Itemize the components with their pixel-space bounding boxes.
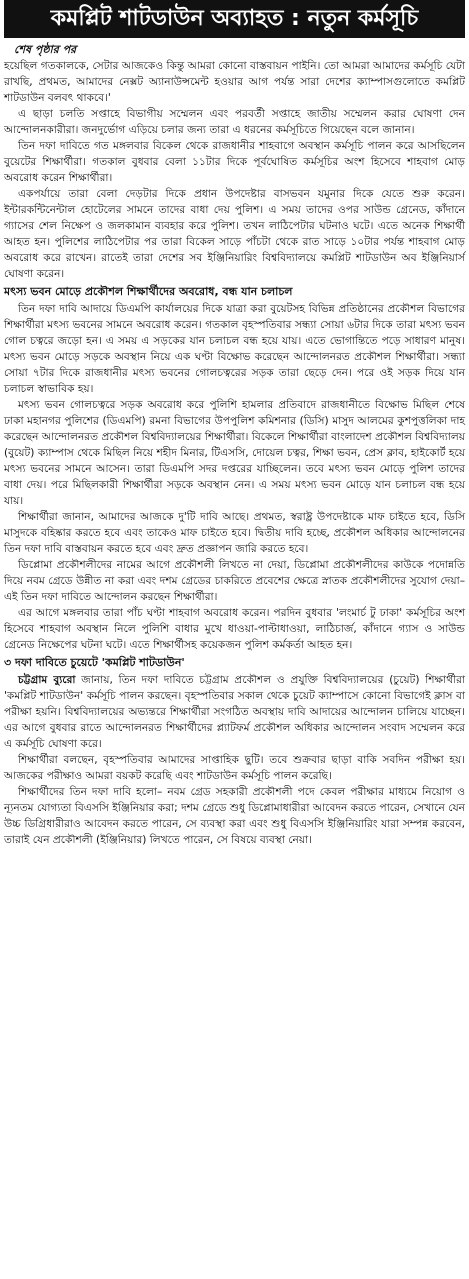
body-paragraph: তিন দফা দাবিতে গত মঙ্গলবার বিকেল থেকে রাজধানীর শাহবাগে অবস্থান কর্মসূচি পালন করে আসছিলেন বুয়েটের শিক্ষার্থীরা। গতকাল বুধবার বেলা ১১টার দিকে পূর্বঘোষিত কর্মসূচির অংশ হিসেবে শাহবাগ মোড় অবরোধ করেন শিক্ষার্থীরা। bbox=[4, 140, 465, 184]
body-paragraph: হয়েছিল গতকালকে, সেটার আজকেও কিন্তু আমরা কোনো বাস্তবায়ন পাইনি। তো আমরা আমাদের কর্মসূচি যেটা রাখছি, প্রথমত, আমাদের নেক্সট অ্যানাউন্সমেন্ট হওয়ার আগ পর্যন্ত সারা দেশের ক্যাম্পাসগুলোতে কমপ্লিট শাটডাউন বলবৎ থাকবে।' bbox=[4, 60, 465, 104]
body-paragraph: শিক্ষার্থীরা জানান, আমাদের আজকে দু'টি দাবি আছে। প্রথমত, স্বরাষ্ট্র উপদেষ্টাকে মাফ চাইতে হবে, ডিসি মাসুদকে বহিষ্কার করতে হবে এবং তাকেও মাফ চাইতে হবে। দ্বিতীয় দাবি হচ্ছে, প্রকৌশল অধিকার আন্দোলনের তিন দফা দাবি বাস্তবায়ন করতে হবে এবং দ্রুত প্রজ্ঞাপন জারি করতে হবে। bbox=[4, 511, 465, 555]
paragraph-text: জানায়, তিন দফা দাবিতে চট্টগ্রাম প্রকৌশল ও প্রযুক্তি বিশ্ববিদ্যালয়ের (চুয়েট) শিক্ষার্থীরা 'কমপ্লিট শাটডাউন' কর্মসূচি পালন করছেন। বৃহস্পতিবার সকাল থেকে চুয়েট ক্যাম্পাসে কোনো বিভাগেই ক্লাস বা পরীক্ষা হয়নি। বিশ্ববিদ্যালয়ের অভ্যন্তরে শিক্ষার্থীরা সংগঠিত অবস্থায় দাবি আদায়ের আন্দোলন চালিয়ে যাচ্ছেন। এর আগে বুধবার রাতে আন্দোলনরত শিক্ষার্থীদের প্ল্যাটফর্ম প্রকৌশল অধিকার আন্দোলন সংবাদ সম্মেলন করে এ কর্মসূচি ঘোষণা করে। bbox=[4, 674, 466, 750]
body-paragraph: ডিপ্লোমা প্রকৌশলীদের নামের আগে প্রকৌশলী লিখতে না দেয়া, ডিপ্লোমা প্রকৌশলীদের কাউকে পদোন্নতি দিয়ে নবম গ্রেডে উন্নীত না করা এবং দশম গ্রেডের চাকরিতে প্রবেশের ক্ষেত্রে স্নাতক প্রকৌশলীদের সুযোগ দেয়া– এই তিন দফা দাবিতে আন্দোলন করছেন শিক্ষার্থীরা। bbox=[4, 559, 465, 603]
body-paragraph bbox=[4, 672, 465, 752]
continued-label: শেষ পৃষ্ঠার পর bbox=[14, 43, 77, 56]
body-paragraph: শিক্ষার্থীদের তিন দফা দাবি হলো– নবম গ্রেড সহকারী প্রকৌশলী পদে কেবল পরীক্ষার মাধ্যমে নিয়োগ ও ন্যূনতম যোগ্যতা বিএসসি ইঞ্জিনিয়ার করা; দশম গ্রেডে শুধু ডিপ্লোমাধারীরা আবেদন করতে পারেন, সেখানে যেন উচ্চ ডিগ্রিধারীরাও আবেদন করতে পারেন, সে ব্যবস্থা করা এবং শুধু বিএসসি ইঞ্জিনিয়ারিং যারা সম্পন্ন করবেন, তারাই যেন প্রকৌশলী (ইঞ্জিনিয়ার) লিখতে পারেন, সে বিষয়ে ব্যবস্থা নেয়া। bbox=[4, 786, 465, 846]
body-paragraph: তিন দফা দাবি আদায়ে ডিএমপি কার্যালয়ের দিকে যাত্রা করা বুয়েটসহ বিভিন্ন প্রতিষ্ঠানের প্রকৌশল বিভাগের শিক্ষার্থীরা মৎস্য ভবনের সামনে অবরোধ করেন। গতকাল বৃহস্পতিবার সন্ধ্যা সোয়া ৬টার দিকে তারা মৎস্য ভবন গোল চত্বরে জড়ো হন। এ সময় এ সড়কের যান চলাচল বন্ধ হয়ে যায়। এতে ভোগান্তিতে পড়ে সাধারণ মানুষ। মৎস্য ভবন মোড়ে সড়কে অবস্থান নিয়ে এক ঘণ্টা বিক্ষোভ করেছেন আন্দোলনরত প্রকৌশল শিক্ষার্থীরা। সন্ধ্যা সোয়া ৭টার দিকে রাজধানীর মৎস্য ভবনের গোলচত্বরের সড়ক তারা ছেড়ে দেন। পরে ওই সড়ক দিয়ে যান চলাচল স্বাভাবিক হয়। bbox=[4, 303, 465, 395]
section-heading: মৎস্য ভবন মোড়ে প্রকৌশল শিক্ষার্থীদের অবরোধ, বন্ধ যান চলাচল bbox=[4, 285, 293, 298]
headline: কমপ্লিট শাটডাউন অব্যাহত : নতুন কর্মসূচি bbox=[4, 0, 465, 38]
section-heading: ৩ দফা দাবিতে চুয়েটে 'কমপ্লিট শাটডাউন' bbox=[4, 656, 185, 669]
bureau-dateline: চট্টগ্রাম ব্যুরো bbox=[18, 674, 76, 686]
body-paragraph: মৎস্য ভবন গোলচত্বরে সড়ক অবরোধ করে পুলিশি হামলার প্রতিবাদে রাজধানীতে বিক্ষোভ মিছিল শেষে ঢাকা মহানগর পুলিশের (ডিএমপি) রমনা বিভাগের উপপুলিশ কমিশনার (ডিসি) মাসুদ আলমের কুশপুত্তলিকা দাহ করেছেন আন্দোলনরত প্রকৌশল বিশ্ববিদ্যালয়ের শিক্ষার্থীরা। বিকেলে শিক্ষার্থীরা বাংলাদেশ প্রকৌশল বিশ্ববিদ্যালয় (বুয়েট) ক্যাম্পাস থেকে মিছিল নিয়ে শহীদ মিনার, টিএসসি, দোয়েল চত্বর, শিক্ষা ভবন, প্রেস ক্লাব, হাইকোর্ট হয়ে মৎস্য ভবনের সামনে আসেন। তারা ডিএমপি সদর দপ্তরের যাচ্ছিলেন। তবে মৎস্য ভবন মোড়ে পুলিশ তাদের বাধা দেয়। পরে মিছিলকারী শিক্ষার্থীরা সড়কে অবস্থান নেন। এ সময় মৎস্য ভবন মোড়ে যান চলাচল বন্ধ হয়ে যায়। bbox=[4, 399, 465, 507]
body-paragraph: একপর্যায়ে তারা বেলা দেড়টার দিকে প্রধান উপদেষ্টার বাসভবন যমুনার দিকে যেতে শুরু করেন। ইন্টারকন্টিনেন্টাল হোটেলের সামনে তাদের বাধা দেয় পুলিশ। এ সময় তাদের ওপর সাউন্ড গ্রেনেড, কাঁদানে গ্যাসের শেল নিক্ষেপ ও জলকামান ব্যবহার করে পুলিশ। তখন লাঠিপেটার ঘটনাও ঘটে। এতে অনেক শিক্ষার্থী আহত হন। পুলিশের লাঠিপেটার পর তারা বিকেল সাড়ে পাঁচটা থেকে রাত সাড়ে ১০টার পর্যন্ত শাহবাগ মোড় অবরোধ করে রাখেন। রাতেই তারা দেশের সব ইঞ্জিনিয়ারিং বিশ্ববিদ্যালয়ে কমপ্লিট শাটডাউন অব ইঞ্জিনিয়ার্স ঘোষণা করেন। bbox=[4, 188, 465, 280]
body-paragraph: এর আগে মঙ্গলবার তারা পাঁচ ঘণ্টা শাহবাগ অবরোধ করেন। পরদিন বুধবার 'লংমার্চ টু ঢাকা' কর্মসূচির অংশ হিসেবে শাহবাগ অবস্থান নিলে পুলিশি বাধার মুখে ধাওয়া-পাল্টাধাওয়া, লাঠিচার্জ, কাঁদানে গ্যাস ও সাউন্ড গ্রেনেড নিক্ষেপের ঘটনা ঘটে। এতে শিক্ষার্থীসহ কয়েকজন পুলিশ কর্মকর্তা আহত হন। bbox=[4, 607, 465, 651]
body-paragraph: শিক্ষার্থীরা বলছেন, বৃহস্পতিবার আমাদের সাপ্তাহিক ছুটি। তবে শুক্রবার ছাড়া বাকি সবদিন পরীক্ষা হয়। আজকের পরীক্ষাও আমরা বয়কট করেছি এবং শাটডাউন কর্মসূচি পালন করেছি। bbox=[4, 754, 465, 782]
body-paragraph: এ ছাড়া চলতি সপ্তাহে বিভাগীয় সম্মেলন এবং পরবর্তী সপ্তাহে জাতীয় সম্মেলন করার ঘোষণা দেন আন্দোলনকারীরা। জনদুর্ভোগ এড়িয়ে চলার জন্য তারা এ ধরনের কর্মসূচিতে গিয়েছেন বলে জানান। bbox=[4, 108, 465, 136]
